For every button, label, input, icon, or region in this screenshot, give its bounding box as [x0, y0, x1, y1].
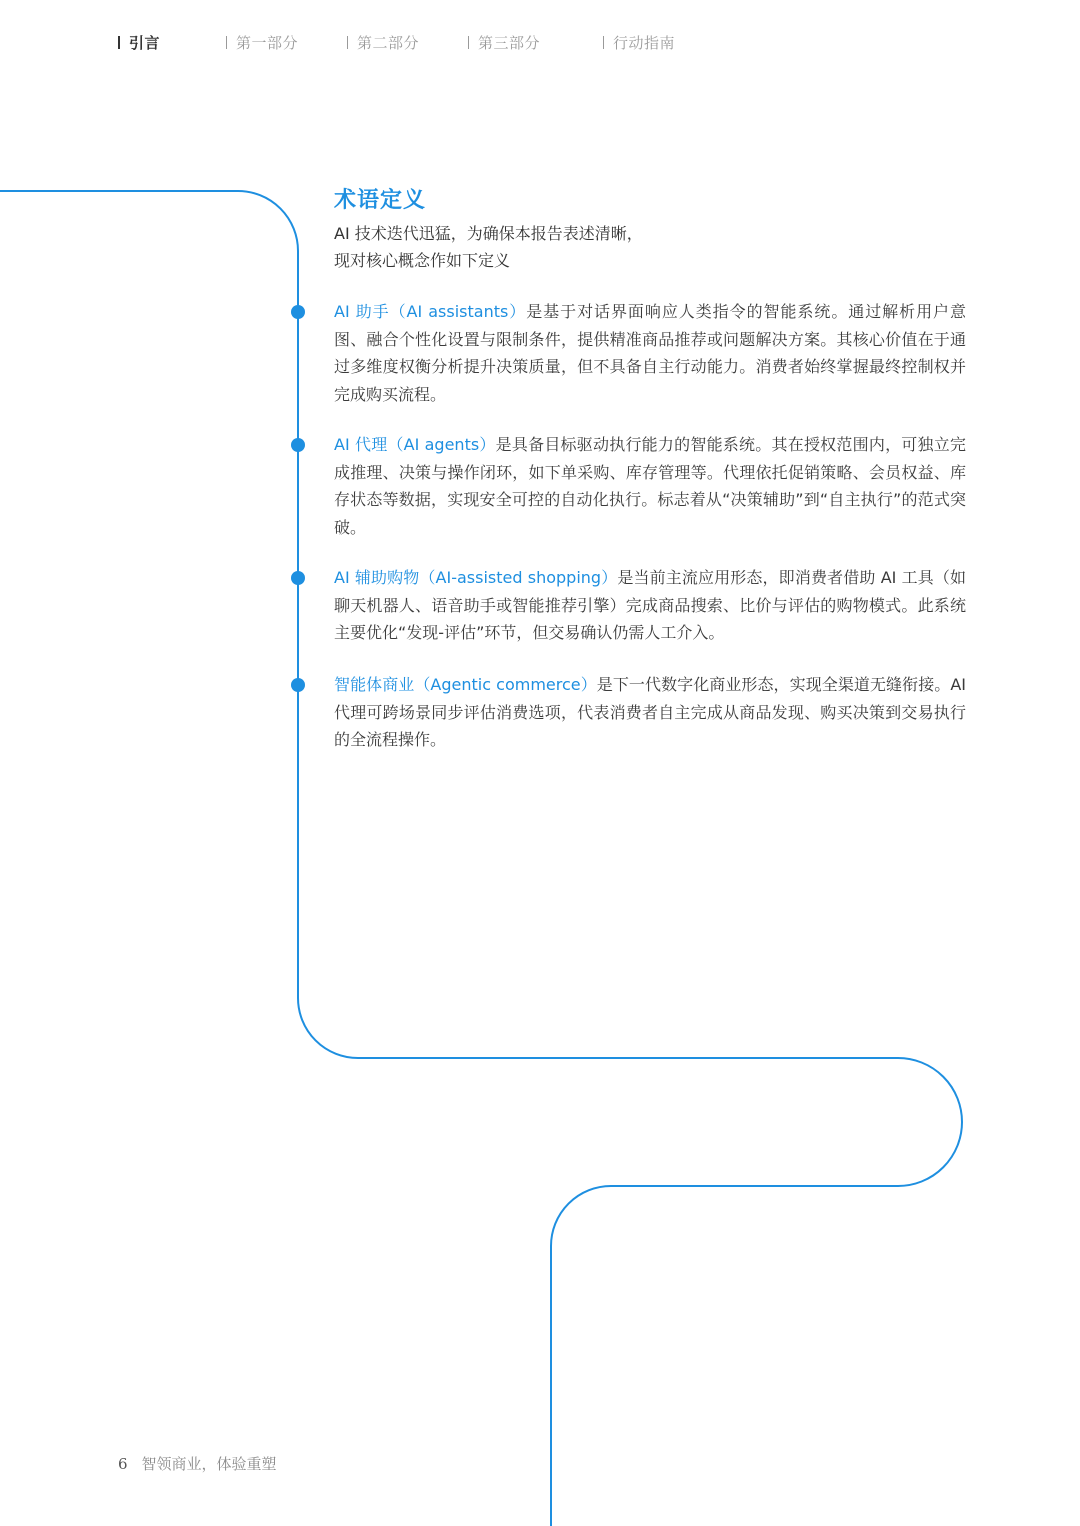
definitions-header [334, 186, 966, 274]
term-name: 智能体商业（Agentic commerce） [334, 675, 597, 694]
nav-divider [468, 36, 469, 49]
nav-item-intro[interactable] [118, 32, 160, 53]
top-navigation [0, 32, 1080, 56]
nav-divider [118, 36, 120, 49]
footer-title: 智领商业，体验重塑 [141, 1455, 277, 1473]
timeline-dot [291, 571, 305, 585]
nav-item-label: 第一部分 [236, 34, 299, 52]
timeline-dot [291, 678, 305, 692]
section-intro [334, 220, 966, 274]
nav-divider [603, 36, 604, 49]
intro-line: 现对核心概念作如下定义 [334, 251, 511, 270]
nav-item-part-three[interactable] [468, 32, 540, 53]
term-ai-assistants [334, 298, 966, 408]
nav-item-label: 行动指南 [613, 34, 676, 52]
term-ai-assisted-shopping [334, 564, 966, 647]
nav-item-label: 第三部分 [478, 34, 541, 52]
nav-item-part-two[interactable] [347, 32, 419, 53]
nav-divider [347, 36, 348, 49]
term-ai-agents [334, 431, 966, 541]
page-footer [118, 1453, 277, 1474]
timeline-dot [291, 438, 305, 452]
timeline-dot [291, 305, 305, 319]
nav-divider [226, 36, 227, 49]
nav-item-label: 引言 [129, 34, 161, 52]
term-text: 是下一代数字化商业形态，实现全渠道无缝衔接。AI 代理可跨场景同步评估消费选项，代表消费者自主完成从商品发现、购买决策到交易执行的全流程操作。 [334, 675, 966, 749]
section-title: 术语定义 [334, 188, 427, 213]
intro-line: AI 技术迭代迅猛，为确保本报告表述清晰， [334, 224, 643, 243]
nav-item-label: 第二部分 [357, 34, 420, 52]
nav-item-action-guide[interactable] [603, 32, 675, 53]
term-text: 是当前主流应用形态，即消费者借助 AI 工具（如聊天机器人、语音助手或智能推荐引擎）完成商品搜索、比价与评估的购物模式。此系统主要优化“发现-评估”环节，但交易确认仍需人工介入。 [334, 568, 966, 642]
term-name: AI 助手（AI assistants） [334, 302, 527, 321]
nav-item-part-one[interactable] [226, 32, 298, 53]
term-name: AI 辅助购物（AI-assisted shopping） [334, 568, 618, 587]
page-number: 6 [118, 1455, 128, 1473]
term-text: 是具备目标驱动执行能力的智能系统。其在授权范围内，可独立完成推理、决策与操作闭环，如下单采购、库存管理等。代理依托促销策略、会员权益、库存状态等数据，实现安全可控的自动化执行。标志着从“决策辅助”到“自主执行”的范式突破。 [334, 435, 966, 537]
term-name: AI 代理（AI agents） [334, 435, 496, 454]
term-agentic-commerce [334, 671, 966, 754]
term-text: 是基于对话界面响应人类指令的智能系统。通过解析用户意图、融合个性化设置与限制条件，提供精准商品推荐或问题解决方案。其核心价值在于通过多维度权衡分析提升决策质量，但不具备自主行动能力。消费者始终掌握最终控制权并完成购买流程。 [334, 302, 966, 404]
